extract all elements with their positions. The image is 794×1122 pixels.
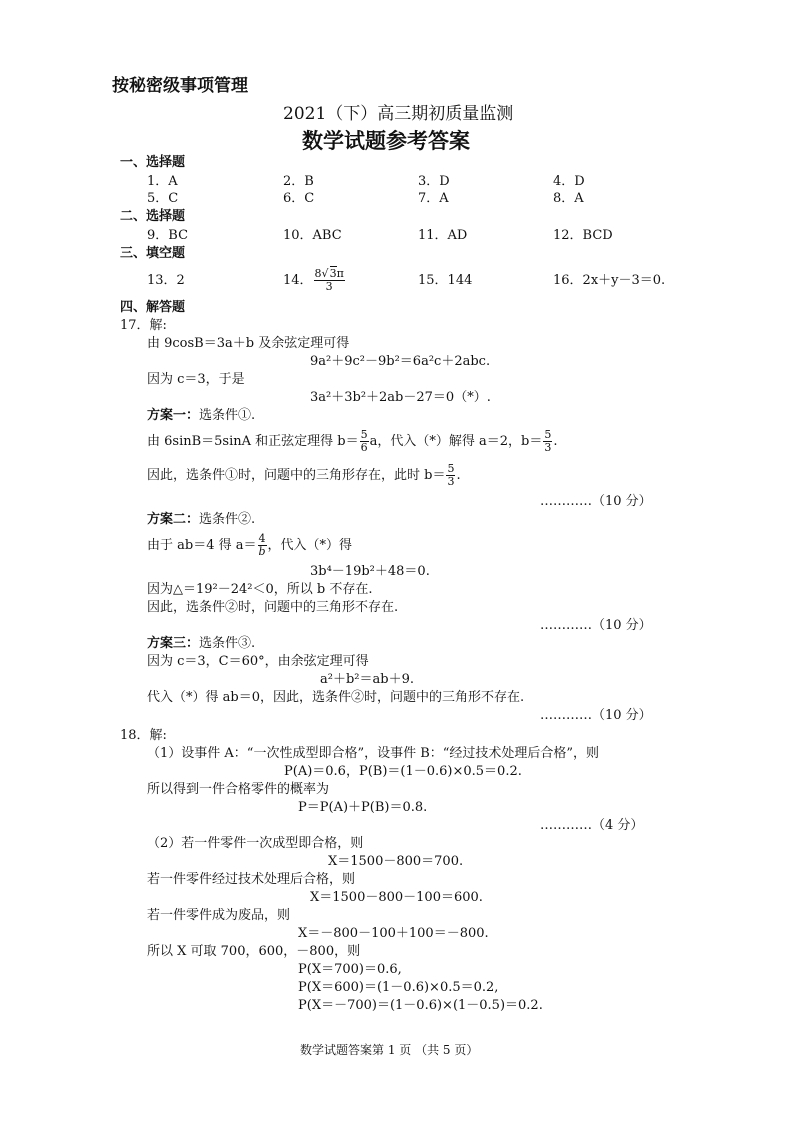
answer-16: 16．2x＋y－3＝0. xyxy=(553,273,666,288)
q17-plan1-line: 因此，选条件①时，问题中的三角形存在，此时 b＝ $\frac{5}{3}$ . xyxy=(147,462,461,488)
score-marker: …………（10 分） xyxy=(540,494,652,509)
q18-equation: P(X＝－700)＝(1－0.6)×(1－0.5)＝0.2. xyxy=(298,998,543,1013)
q17-plan2-line: 因为△＝19²－24²＜0，所以 b 不存在. xyxy=(147,582,373,597)
q17-plan3: 方案三：选条件③. xyxy=(147,636,256,651)
section-heading-solutions: 四、解答题 xyxy=(120,300,186,315)
q17-plan1-line: 由 6sinB＝5sinA 和正弦定理得 b＝ $\frac{5}{6}$ a，代入（*）解得 a＝2，b＝ $\frac{5}{3}$ . xyxy=(147,428,558,454)
q18-line: 所以 X 可取 700，600，－800，则 xyxy=(147,944,361,959)
answer-5: 5．C xyxy=(147,191,179,206)
doc-title: 数学试题参考答案 xyxy=(302,128,470,153)
q18-equation: P＝P(A)＋P(B)＝0.8. xyxy=(298,800,428,815)
q18-line: 若一件零件经过技术处理后合格，则 xyxy=(147,872,356,887)
answer-14 xyxy=(283,266,346,296)
q18-equation: X＝1500－800＝700. xyxy=(328,854,464,869)
q17-label: 17．解: xyxy=(120,318,167,333)
secret-label: 按秘密级事项管理 xyxy=(112,76,248,96)
q17-line: 由 9cosB＝3a＋b 及余弦定理可得 xyxy=(147,336,350,351)
answer-6: 6．C xyxy=(283,191,315,206)
q17-equation: a²＋b²＝ab＋9. xyxy=(320,672,414,687)
q17-line: 因为 c＝3，于是 xyxy=(147,372,245,387)
q18-line: 所以得到一件合格零件的概率为 xyxy=(147,782,330,797)
answer-13: 13．2 xyxy=(147,273,185,288)
answer-15: 15．144 xyxy=(418,273,473,288)
answer-2: 2．B xyxy=(283,174,314,189)
answer-1: 1．A xyxy=(147,174,178,189)
answer-14-fraction: $\frac{8√3\pi}{3}$ xyxy=(314,267,344,293)
answer-9: 9．BC xyxy=(147,228,189,243)
q18-line: 若一件零件成为废品，则 xyxy=(147,908,291,923)
q18-line: （2）若一件零件一次成型即合格，则 xyxy=(147,836,364,851)
section-heading-fill: 三、填空题 xyxy=(120,246,186,261)
page-footer: 数学试题答案第 1 页 （共 5 页） xyxy=(300,1043,479,1057)
score-marker: …………（10 分） xyxy=(540,618,652,633)
q17-equation: 3a²＋3b²＋2ab－27＝0（*）. xyxy=(310,390,491,405)
q18-equation: P(A)＝0.6，P(B)＝(1－0.6)×0.5＝0.2. xyxy=(284,764,522,779)
exam-title: 2021（下）高三期初质量监测 xyxy=(283,104,514,124)
answer-3: 3．D xyxy=(418,174,450,189)
answer-12: 12．BCD xyxy=(553,228,613,243)
section-heading-choice: 一、选择题 xyxy=(120,155,186,170)
q17-plan1: 方案一：选条件①. xyxy=(147,408,256,423)
q18-equation: P(X＝700)＝0.6, xyxy=(298,962,402,977)
answer-11: 11．AD xyxy=(418,228,468,243)
score-marker: …………（4 分） xyxy=(540,818,644,833)
q18-equation: P(X＝600)＝(1－0.6)×0.5＝0.2, xyxy=(298,980,499,995)
q18-line: （1）设事件 A：“一次性成型即合格”，设事件 B：“经过技术处理后合格”，则 xyxy=(147,746,600,761)
q17-plan2-line: 由于 ab＝4 得 a＝ $\frac{4}{b}$ ，代入（*）得 xyxy=(147,532,353,558)
answer-14-label: 14． xyxy=(283,273,313,288)
answer-10: 10．ABC xyxy=(283,228,342,243)
q17-equation: 9a²＋9c²－9b²＝6a²c＋2abc. xyxy=(310,354,491,369)
q18-label: 18．解: xyxy=(120,728,167,743)
answer-4: 4．D xyxy=(553,174,585,189)
q17-plan3-line: 因为 c＝3，C＝60°，由余弦定理可得 xyxy=(147,654,369,669)
section-heading-multi-choice: 二、选择题 xyxy=(120,209,186,224)
answer-8: 8．A xyxy=(553,191,584,206)
q18-equation: X＝－800－100＋100＝－800. xyxy=(298,926,489,941)
q17-plan2-line: 因此，选条件②时，问题中的三角形不存在. xyxy=(147,600,399,615)
score-marker: …………（10 分） xyxy=(540,708,652,723)
q18-equation: X＝1500－800－100＝600. xyxy=(310,890,483,905)
q17-plan2: 方案二：选条件②. xyxy=(147,512,256,527)
q17-equation: 3b⁴－19b²＋48＝0. xyxy=(310,564,430,579)
q17-plan3-line: 代入（*）得 ab＝0，因此，选条件②时，问题中的三角形不存在. xyxy=(147,690,525,705)
answer-7: 7．A xyxy=(418,191,449,206)
